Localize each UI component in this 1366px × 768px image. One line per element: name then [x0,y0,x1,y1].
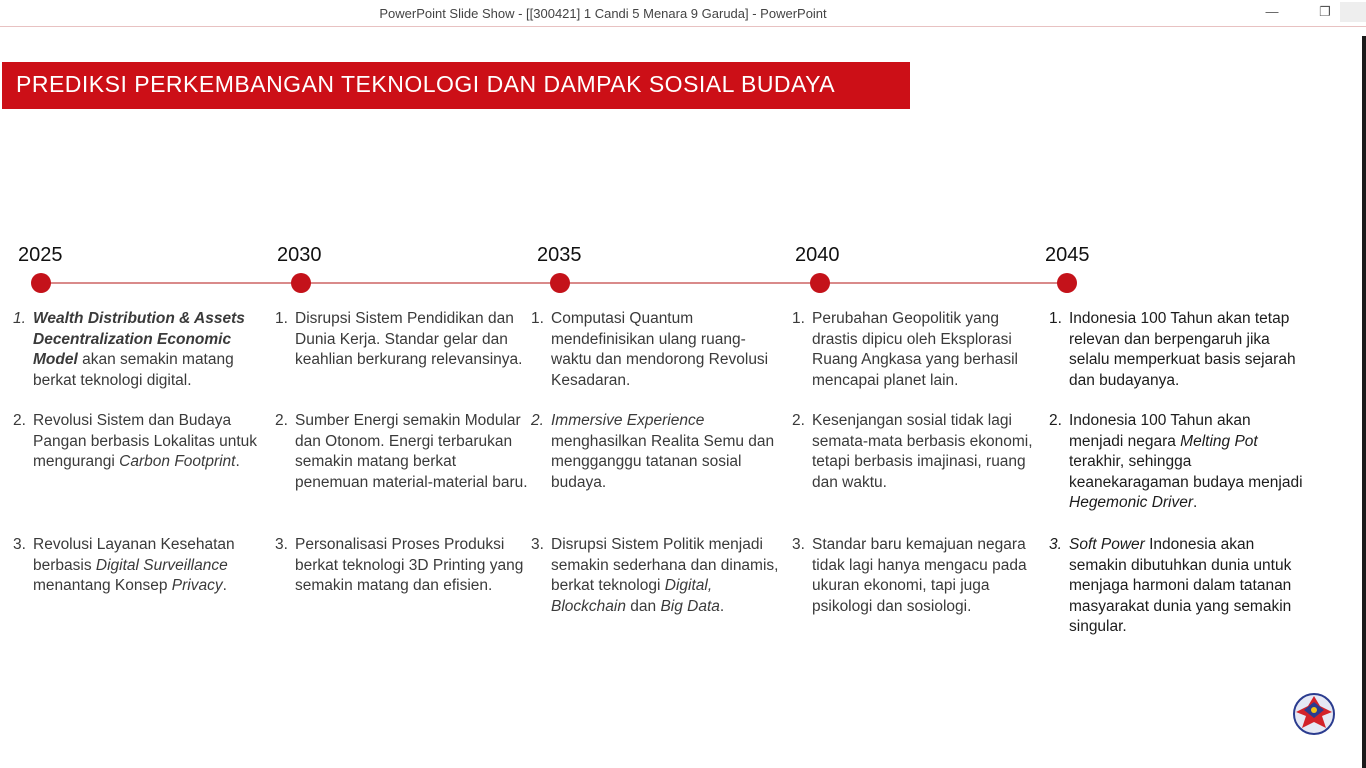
timeline-item [13,411,267,473]
timeline-item-text-part: Digital Surveillance [95,556,228,574]
timeline-item-text-part: Hegemonic Driver [1069,494,1194,511]
slide-title: PREDIKSI PERKEMBANGAN TEKNOLOGI DAN DAMPAK SOSIAL BUDAYA [16,71,836,97]
timeline-item-text-part: Standar baru kemajuan negara tidak lagi hanya mengacu pada ukuran ekonomi, tapi juga psikologi dan sosiologi. [812,536,1027,615]
timeline-item-number: 3. [792,536,805,553]
slide-edge-bar [1362,36,1366,768]
timeline-item-text-part: Wealth Distribution & Assets Decentralization Economic Model [33,310,245,368]
timeline-item-text-part: Revolusi Layanan Kesehatan berbasis [33,536,235,574]
timeline-item-text-part: Revolusi Sistem dan Budaya Pangan berbasis Lokalitas untuk mengurangi [33,412,258,470]
timeline-item-number: 1. [1049,310,1062,327]
timeline-item-text [551,411,783,493]
timeline-item-text-part: Personalisasi Proses Produksi berkat teknologi 3D Printing yang semakin matang dan efisien. [295,536,524,594]
timeline-item-number: 1. [13,310,26,327]
timeline-item-text-part: dan [625,597,661,615]
minimize-button[interactable]: — [1265,4,1279,19]
timeline-item-text-part: Carbon Footprint [119,453,236,470]
timeline-item-text-part: Sumber Energi semakin Modular dan Otonom. Energi terbarukan semakin matang berkat penemuan material-material baru. [295,412,528,491]
timeline-item [531,411,783,493]
timeline-item-text [812,309,1040,391]
timeline-item-text [812,411,1040,493]
restore-button[interactable]: ❐ [1319,4,1331,19]
timeline-item-text-part: Digital, Blockchain [551,577,713,615]
timeline-item-text-part: Immersive Experience [551,412,705,429]
timeline-item-text-part: Perubahan Geopolitik yang drastis dipicu oleh Eksplorasi Ruang Angkasa yang berhasil mencapai planet lain. [812,310,1018,389]
timeline-dot [1057,273,1077,293]
timeline-item-text-part: Privacy [171,577,223,594]
timeline-item-text [551,309,783,391]
timeline-item-text-part: . [719,597,725,615]
timeline-item [275,309,533,371]
timeline-item [531,535,783,617]
timeline-dot [291,273,311,293]
timeline-item-text [33,309,267,391]
timeline-item-text [33,411,267,473]
timeline-item [792,309,1040,391]
timeline-item-text-part: Indonesia 100 Tahun akan tetap relevan dan berpengaruh jika selalu memperkuat basis sejarah dan budayanya. [1069,310,1296,389]
timeline-item-text-part: Indonesia akan semakin dibutuhkan dunia untuk menjaga harmoni dalam tatanan masyarakat dunia yang semakin singular. [1069,536,1292,635]
timeline-item-text [1069,535,1307,638]
timeline-item [1049,309,1307,391]
timeline-item-number: 1. [531,310,544,327]
timeline-item-text [295,309,533,371]
timeline-year-2045: 2045 [1045,244,1090,266]
timeline-year-2025: 2025 [18,244,63,266]
timeline-item-text-part: menghasilkan Realita Semu dan mengganggu tatanan sosial budaya. [551,432,775,491]
timeline-item-number: 3. [13,536,26,553]
timeline-item-text-part: . [1193,494,1198,511]
timeline-item [1049,411,1307,514]
timeline-item-text-part: Indonesia 100 Tahun akan menjadi negara [1069,412,1251,450]
close-button[interactable] [1340,2,1366,22]
slide-canvas[interactable] [0,27,1362,768]
timeline-item [275,535,533,597]
timeline-item-number: 3. [1049,536,1062,553]
timeline-item-number: 2. [792,412,805,429]
timeline-item-text-part: Kesenjangan sosial tidak lagi semata-mata berbasis ekonomi, tetapi berbasis imajinasi, ruang dan waktu. [812,412,1033,491]
timeline-dot [550,273,570,293]
timeline-item-text-part: Disrupsi Sistem Politik menjadi semakin sederhana dan dinamis, berkat teknologi [551,536,779,594]
slide-title-banner [2,62,910,109]
timeline-item-number: 3. [531,536,544,553]
timeline-year-2035: 2035 [537,244,582,266]
timeline-item-text-part: Melting Pot [1180,432,1258,450]
timeline-dot [810,273,830,293]
timeline-item-text [551,535,783,617]
timeline-year-2030: 2030 [277,244,322,266]
timeline-item-number: 1. [792,310,805,327]
timeline-item-text-part: . [222,577,227,594]
timeline-item [275,411,533,493]
timeline-item [792,535,1040,617]
timeline-item [13,535,267,597]
timeline-item-text [295,535,533,597]
timeline-item-text [33,535,267,597]
timeline-dot [31,273,51,293]
timeline-item-number: 2. [275,412,288,429]
timeline-item-text-part: Soft Power [1069,536,1145,553]
timeline-item-text-part: Computasi Quantum mendefinisikan ulang ruang-waktu dan mendorong Revolusi Kesadaran. [551,310,769,389]
timeline-item-number: 1. [275,310,288,327]
timeline-item [792,411,1040,493]
timeline-item-text-part: terakhir, sehingga keanekaragaman budaya menjadi [1069,453,1303,491]
timeline-item-number: 2. [13,412,26,429]
timeline-item-number: 2. [531,412,544,429]
timeline-item-text [295,411,533,493]
timeline-item-text [1069,411,1307,514]
timeline-item-text-part: . [235,453,240,470]
window-title: PowerPoint Slide Show - [[300421] 1 Candi 5 Menara 9 Garuda] - PowerPoint [379,6,827,21]
timeline-item [13,309,267,391]
timeline-item [1049,535,1307,638]
timeline-item-text-part: Big Data [660,597,720,615]
timeline-item-text-part: menantang Konsep [33,577,172,594]
timeline-item-text-part: akan semakin matang berkat teknologi digital. [33,351,234,389]
timeline-item-number: 3. [275,536,288,553]
window-titlebar [0,0,1366,27]
timeline-item-text [1069,309,1307,391]
timeline-item-text-part: Disrupsi Sistem Pendidikan dan Dunia Kerja. Standar gelar dan keahlian berkurang relevansinya. [295,310,523,368]
timeline-item [531,309,783,391]
timeline-year-2040: 2040 [795,244,840,266]
timeline-item-text [812,535,1040,617]
garuda-logo-icon [1290,690,1338,736]
timeline-item-number: 2. [1049,412,1062,429]
